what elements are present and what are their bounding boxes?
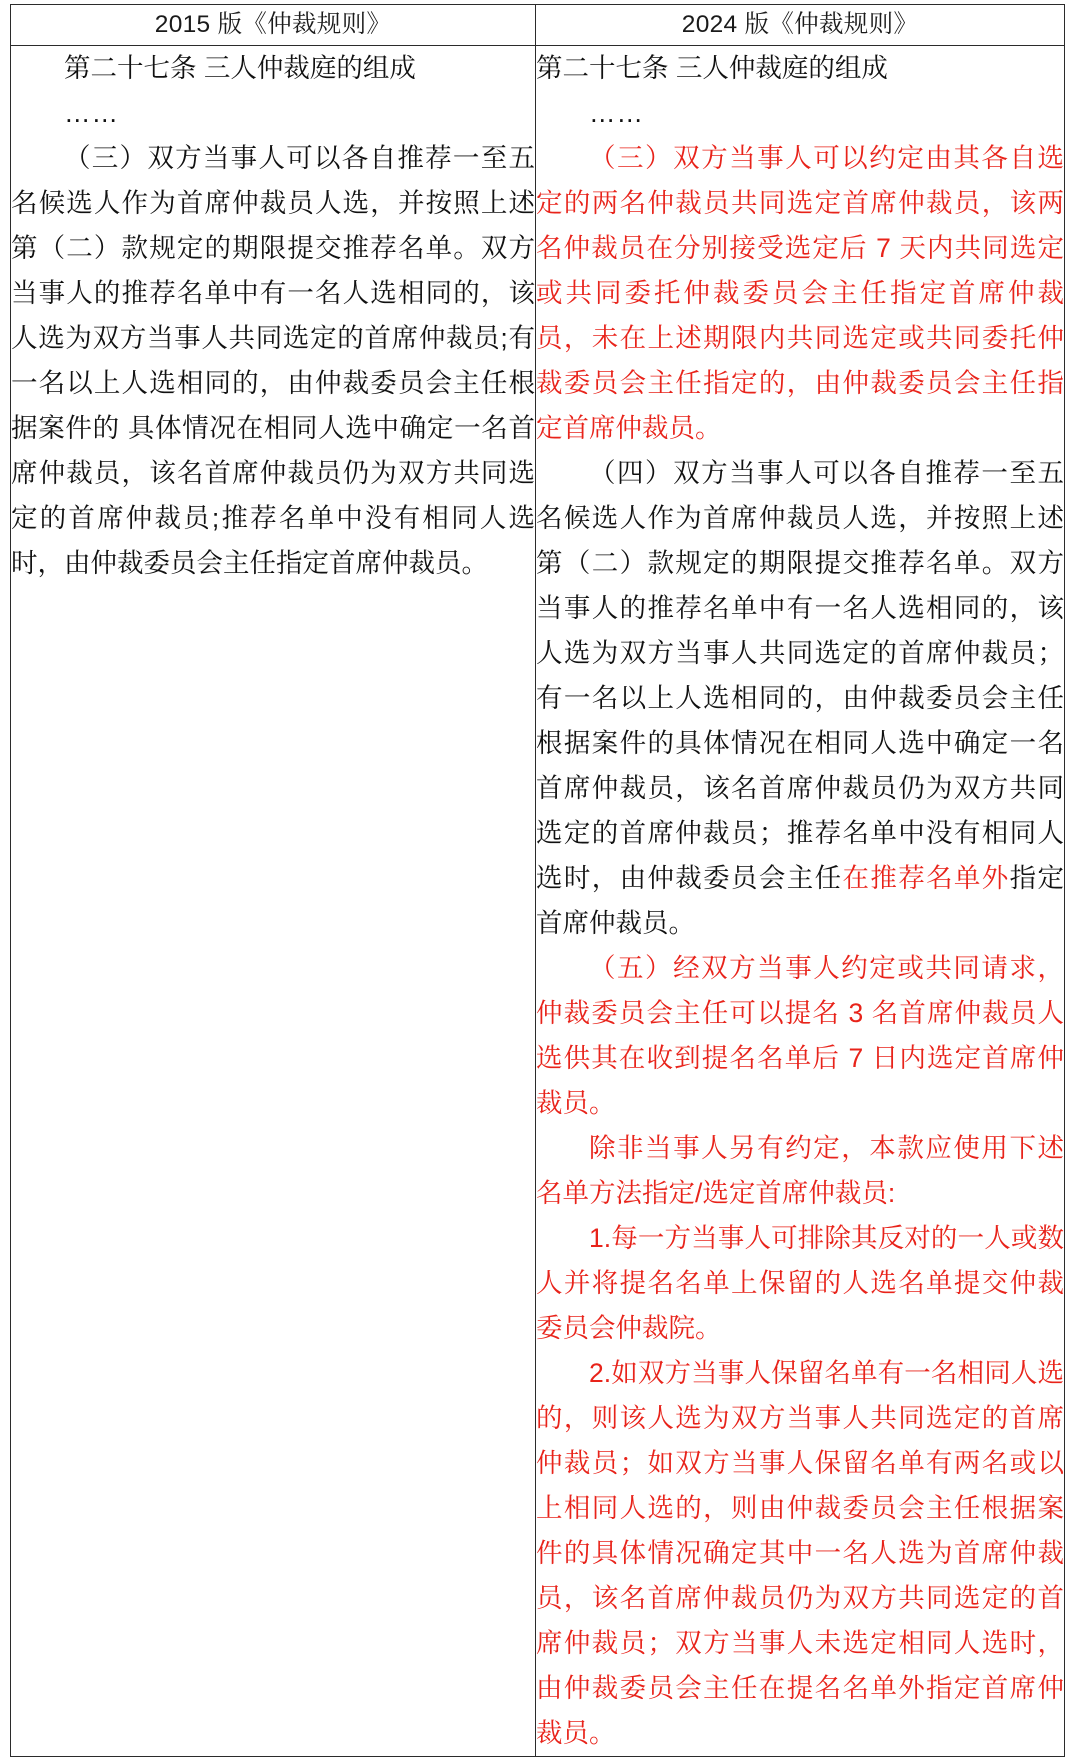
document-text-2024 [536,46,1064,1756]
table-header [11,5,1065,46]
table-header-row [11,5,1065,46]
article-heading-2015: 第二十七条 三人仲裁庭的组成 [64,53,416,83]
clause-5-list-intro: 除非当事人另有约定，本款应使用下述名单方法指定/选定首席仲裁员: [536,1133,1064,1208]
table-body [11,46,1065,1757]
column-header-2024: 2024 版《仲裁规则》 [536,5,1065,46]
clause-4-2024 [536,451,1064,946]
cell-2015-rules [11,46,536,1757]
clause-4-run-highlight: 在推荐名单外 [842,863,1010,893]
column-header-2015: 2015 版《仲裁规则》 [11,5,536,46]
document-text-2015 [11,46,535,586]
clause-5-item-1: 1.每一方当事人可排除其反对的一人或数人并将提名名单上保留的人选名单提交仲裁委员会仲裁院。 [536,1223,1064,1343]
clause-4-run-3: 指定首席仲裁员。 [536,863,1065,938]
cell-2024-rules [536,46,1065,1757]
table-row [11,46,1065,1757]
ellipsis-2015: …… [64,98,119,128]
clause-5-2024: （五）经双方当事人约定或共同请求，仲裁委员会主任可以提名 3 名首席仲裁员人选供其在收到提名名单后 7 日内选定首席仲裁员。 [536,953,1064,1118]
rules-comparison-table [10,4,1065,1757]
ellipsis-2024: …… [589,98,644,128]
clause-3-2024: （三）双方当事人可以约定由其各自选定的两名仲裁员共同选定首席仲裁员，该两名仲裁员在分别接受选定后 7 天内共同选定或共同委托仲裁委员会主任指定首席仲裁员，未在上述期限内共同选定或共同委托仲裁委员会主任指定的，由仲裁委员会主任指定首席仲裁员。 [536,143,1064,443]
clause-3-2015: （三）双方当事人可以各自推荐一至五名候选人作为首席仲裁员人选，并按照上述第（二）款规定的期限提交推荐名单。双方当事人的推荐名单中有一名人选相同的，该人选为双方当事人共同选定的首席仲裁员;有一名以上人选相同的，由仲裁委员会主任根据案件的 具体情况在相同人选中确定一名首席仲裁员，该名首席仲裁员仍为双方共同选定的首席仲裁员;推荐名单中没有相同人选时，由仲裁委员会主任指定首席仲裁员。 [11,143,535,578]
clause-5-item-2: 2.如双方当事人保留名单有一名相同人选的，则该人选为双方当事人共同选定的首席仲裁员；如双方当事人保留名单有两名或以上相同人选的，则由仲裁委员会主任根据案件的具体情况确定其中一名人选为首席仲裁员，该名首席仲裁员仍为双方共同选定的首席仲裁员；双方当事人未选定相同人选时，由仲裁委员会主任在提名名单外指定首席仲裁员。 [536,1358,1064,1748]
article-heading-2024: 第二十七条 三人仲裁庭的组成 [536,53,888,83]
clause-4-run-1: （四）双方当事人可以各自推荐一至五名候选人作为首席仲裁员人选，并按照上述第（二）款规定的期限提交推荐名单。双方当事人的推荐名单中有一名人选相同的，该人选为双方当事人共同选定的首席仲裁员；有一名以上人选相同的，由仲裁委员会主任根据案件的具体情况在相同人选中确定一名首席仲裁员，该名首席仲裁员仍为双方共同选定的首席仲裁员；推荐名单中没有相同人选时，由仲裁委员会主任 [536,458,1064,893]
